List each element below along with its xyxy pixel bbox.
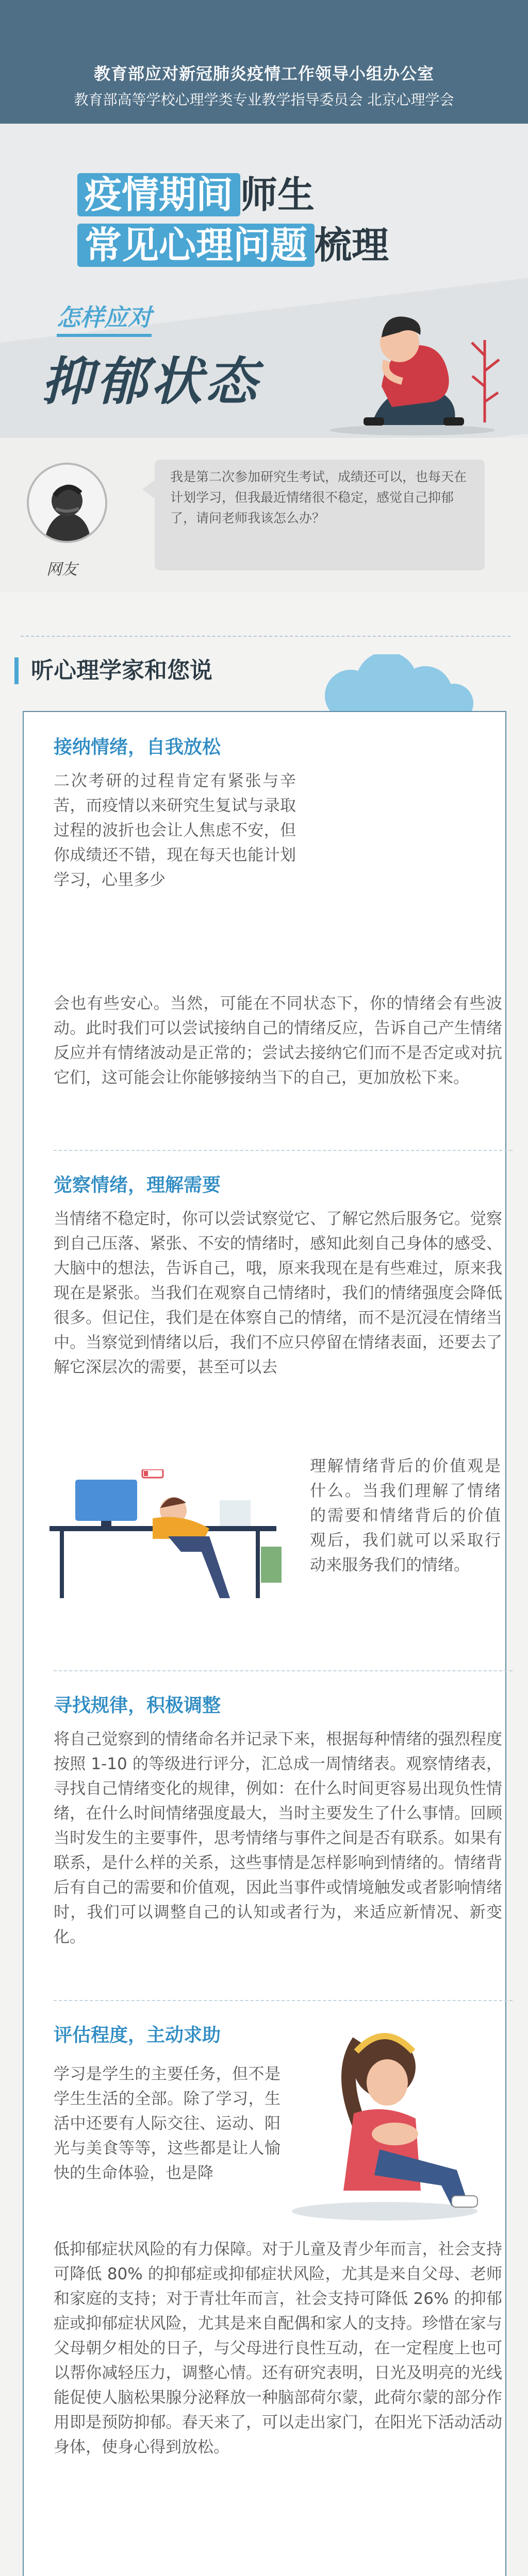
hero-topic: 抑郁状态: [41, 351, 260, 412]
section-divider: [54, 1150, 513, 1151]
org-line-1: 教育部应对新冠肺炎疫情工作领导小组办公室: [93, 64, 434, 83]
org-header: [0, 0, 528, 124]
section-title: 听心理学家和您说: [14, 657, 212, 684]
worried-person-icon: [29, 465, 105, 541]
question-block: [0, 438, 528, 592]
hero-title-line-2: [77, 215, 389, 269]
hero-subtitle: 怎样应对: [57, 299, 152, 337]
hero-banner: [0, 124, 528, 438]
hero-title-line-1: [77, 165, 315, 218]
section-1-para-2: 会也有些安心。当然，可能在不同状态下，你的情绪会有些波动。此时我们可以尝试接纳自己的情绪反应，告诉自己产生情绪反应并有情绪波动是正常的；尝试去接纳它们而不是否定或对抗它们，这可能会让你能够接纳当下的自己，更加放松下来。: [54, 994, 502, 1087]
hero-title-highlight-1: 疫情期间: [77, 173, 240, 216]
section-2-para-1: 当情绪不稳定时，你可以尝试察觉它、了解它然后服务它。觉察到自己压落、紧张、不安的情绪时，感知此刻自己身体的感受、大脑中的想法，告诉自己，哦，原来我现在是有些难过，原来我现在是紧张。当我们在观察自己情绪时，我们的情绪强度会降低很多。但记住，我们是在体察自己的情绪，而不是沉浸在情绪当中。当察觉到情绪以后，我们不应只停留在情绪表面，还要去了解它深层次的需要，甚至可以去: [54, 1210, 502, 1377]
section-4-para-1: 学习是学生的主要任务，但不是学生生活的全部。除了学习，生活中还要有人际交往、运动、阳光与美食等等，这些都是让人愉快的生命体验，也是降: [54, 2065, 280, 2182]
question-bubble: 我是第二次参加研究生考试，成绩还可以，也每天在计划学习，但我最近情绪很不稳定，感觉自己抑郁了，请问老师我该怎么办？: [155, 460, 485, 570]
hero-title-highlight-2: 常见心理问题: [77, 224, 315, 267]
section-1-para-1: 二次考研的过程肯定有紧张与辛苦，而疫情以来研究生复试与录取过程的波折也会让人焦虑不安，但你成绩还不错，现在每天也能计划学习，心里多少: [54, 772, 296, 889]
section-divider: [54, 1670, 513, 1671]
org-line-2: 教育部高等学校心理学类专业教学指导委员会 北京心理学会: [74, 91, 454, 108]
sad-man-illustration: [315, 294, 516, 438]
section-3-heading: 寻找规律，积极调整: [54, 1695, 221, 1716]
divider: [21, 636, 510, 637]
section-4-heading: 评估程度，主动求助: [54, 2025, 221, 2046]
sad-girl-illustration: [282, 2010, 493, 2227]
section-4-para-2: 低抑郁症状风险的有力保障。对于儿童及青少年而言，社会支持可降低 80% 的抑郁症或抑郁症状风险，尤其是来自父母、老师和家庭的支持；对于青壮年而言，社会支持可降低 26% 的抑郁症或抑郁症状风险，尤其是来自配偶和家人的支持。珍惜在家与父母朝夕相处的日子，与父母进行良性互动，在一定程度上也可以帮你减轻压力，调整心情。还有研究表明，日光及明亮的光线能促使人脑松果腺分泌释放一种脑部荷尔蒙，此荷尔蒙的部分作用即是预防抑郁。春天来了，可以走出家门，在阳光下活动活动身体，使身心得到放松。: [54, 2240, 502, 2456]
section-1-heading: 接纳情绪，自我放松: [54, 737, 221, 758]
tired-worker-illustration: [39, 1469, 297, 1603]
section-divider: [54, 2000, 513, 2001]
asker-avatar: [27, 463, 107, 543]
section-2-para-2: 理解情绪背后的价值观是什么。当我们理解了情绪的需要和情绪背后的价值观后，我们就可以采取行动来服务我们的情绪。: [310, 1457, 501, 1574]
section-2-heading: 觉察情绪，理解需要: [54, 1175, 221, 1196]
asker-name: 网友: [46, 561, 77, 579]
hero-title-rest-1: 师生: [240, 173, 315, 216]
section-3-para-1: 将自己觉察到的情绪命名并记录下来，根据每种情绪的强烈程度按照 1-10 的等级进行评分，汇总成一周情绪表。观察情绪表，寻找自己情绪变化的规律，例如：在什么时间更容易出现负性情绪，在什么时间情绪强度最大，当时主要发生了什么事情。回顾当时发生的主要事件，思考情绪与事件之间是否有联系。如果有联系，是什么样的关系，这些事情是怎样影响到情绪的。情绪背后有自己的需要和价值观，因此当事件或情境触发或者影响情绪时，我们可以调整自己的认知或者行为，来适应新情况、新变化。: [54, 1730, 502, 1946]
hero-title-rest-2: 梳理: [315, 224, 389, 267]
content-panel: [23, 711, 506, 2576]
